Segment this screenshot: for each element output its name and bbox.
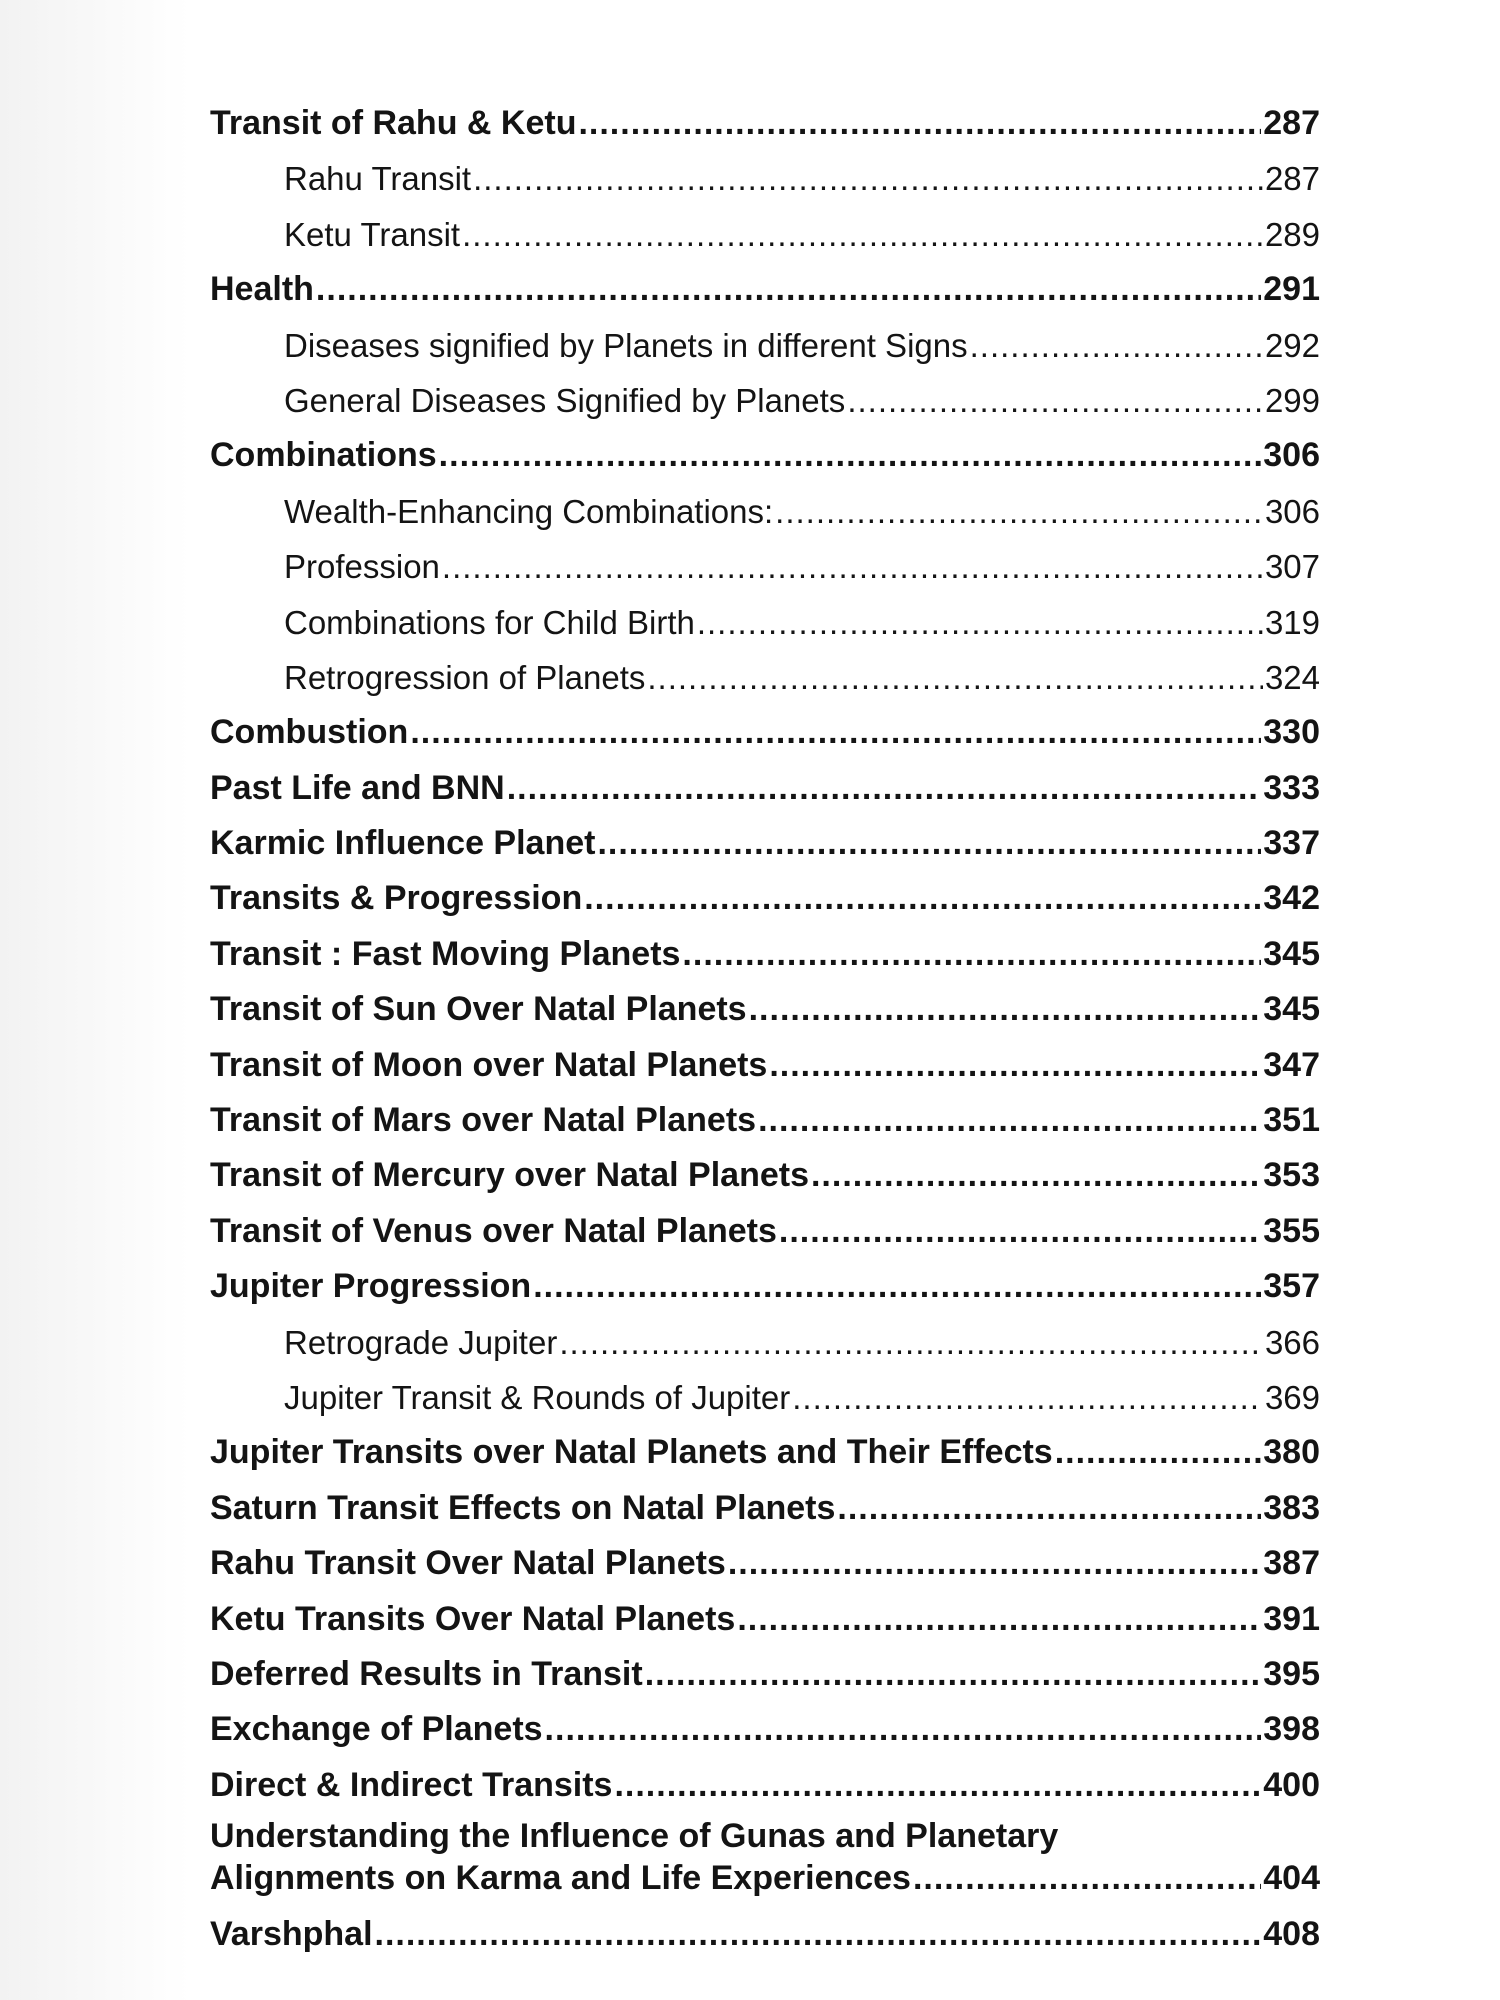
toc-entry-page: 337	[1263, 824, 1320, 863]
toc-subentry[interactable]	[210, 151, 1320, 206]
toc-entry-page: 342	[1263, 879, 1320, 918]
leader-dots	[682, 927, 1261, 982]
toc-entry-page: 380	[1263, 1433, 1320, 1472]
toc-entry-page: 404	[1263, 1859, 1320, 1898]
toc-entry-title: General Diseases Signified by Planets	[284, 381, 846, 419]
leader-dots	[847, 373, 1263, 428]
toc-entry-title: Transit of Mars over Natal Planets	[210, 1101, 757, 1140]
toc-entry[interactable]	[210, 1038, 1320, 1093]
leader-dots	[970, 318, 1263, 373]
leader-dots	[645, 1647, 1262, 1702]
leader-dots	[559, 1315, 1263, 1370]
toc-entry-title: Wealth-Enhancing Combinations:	[284, 492, 774, 530]
toc-entry-page: 400	[1263, 1765, 1320, 1804]
toc-entry[interactable]	[210, 1907, 1320, 1962]
leader-dots	[697, 595, 1263, 650]
toc-entry-page: 287	[1263, 104, 1320, 142]
toc-entry-title-line1: Understanding the Influence of Gunas and Planetary	[210, 1817, 1059, 1856]
leader-dots	[507, 761, 1262, 816]
toc-entry-title: Retrogression of Planets	[284, 658, 646, 696]
leader-dots	[533, 1259, 1261, 1314]
toc-entry-page: 324	[1264, 658, 1320, 696]
toc-entry-page: 306	[1264, 492, 1320, 530]
toc-entry-page: 408	[1263, 1915, 1320, 1954]
toc-subentry[interactable]	[210, 1315, 1320, 1370]
leader-dots	[837, 1481, 1261, 1536]
toc-entry[interactable]	[210, 871, 1320, 926]
toc-entry[interactable]	[210, 816, 1320, 871]
toc-entry[interactable]	[210, 1425, 1320, 1480]
toc-entry-page: 345	[1263, 934, 1320, 973]
toc-entry-title: Varshphal	[210, 1915, 373, 1954]
leader-dots	[913, 1857, 1261, 1899]
toc-entry-title: Exchange of Planets	[210, 1710, 543, 1749]
toc-entry-title: Profession	[284, 548, 440, 586]
toc-entry-title: Combustion	[210, 713, 409, 752]
toc-entry-page: 330	[1263, 713, 1320, 752]
toc-entry-title: Diseases signified by Planets in different Signs	[284, 326, 968, 364]
toc-entry[interactable]	[210, 1647, 1320, 1702]
toc-entry-page: 292	[1264, 326, 1320, 364]
toc-entry[interactable]	[210, 1093, 1320, 1148]
toc-entry-page: 355	[1263, 1211, 1320, 1250]
toc-entry-title: Rahu Transit Over Natal Planets	[210, 1544, 726, 1583]
toc-entry[interactable]	[210, 761, 1320, 816]
toc-entry-page: 351	[1263, 1101, 1320, 1140]
toc-entry[interactable]	[210, 96, 1320, 151]
toc-entry[interactable]	[210, 1536, 1320, 1591]
toc-entry-title: Transits & Progression	[210, 879, 583, 918]
leader-dots	[779, 1204, 1261, 1259]
toc-entry-wrapped[interactable]	[210, 1813, 1320, 1907]
leader-dots	[316, 262, 1261, 317]
toc-entry-page: 289	[1264, 215, 1320, 253]
leader-dots	[462, 207, 1263, 262]
leader-dots	[749, 982, 1262, 1037]
toc-entry-page: 383	[1263, 1488, 1320, 1527]
toc-entry-title: Combinations	[210, 436, 437, 475]
toc-entry-page: 369	[1264, 1378, 1320, 1416]
toc-entry[interactable]	[210, 1204, 1320, 1259]
toc-entry[interactable]	[210, 428, 1320, 483]
toc-entry[interactable]	[210, 1148, 1320, 1203]
toc-entry-title: Direct & Indirect Transits	[210, 1765, 613, 1804]
leader-dots	[473, 151, 1263, 206]
toc-subentry[interactable]	[210, 484, 1320, 539]
leader-dots	[737, 1592, 1261, 1647]
toc-subentry[interactable]	[210, 650, 1320, 705]
toc-entry-title: Transit of Venus over Natal Planets	[210, 1211, 777, 1250]
toc-subentry[interactable]	[210, 539, 1320, 594]
toc-entry-page: 345	[1263, 990, 1320, 1029]
toc-entry-page: 398	[1263, 1710, 1320, 1749]
toc-entry-page: 307	[1264, 548, 1320, 586]
toc-entry-page: 333	[1263, 768, 1320, 807]
toc-subentry[interactable]	[210, 1370, 1320, 1425]
toc-entry-page: 366	[1264, 1323, 1320, 1361]
leader-dots	[614, 1758, 1261, 1813]
toc-entry-page: 387	[1263, 1544, 1320, 1583]
toc-subentry[interactable]	[210, 207, 1320, 262]
toc-entry[interactable]	[210, 1481, 1320, 1536]
toc-entry-title: Transit of Mercury over Natal Planets	[210, 1156, 809, 1195]
toc-entry[interactable]	[210, 927, 1320, 982]
toc-entry-title: Transit : Fast Moving Planets	[210, 934, 681, 973]
leader-dots	[597, 816, 1261, 871]
leader-dots	[758, 1093, 1261, 1148]
leader-dots	[1055, 1425, 1262, 1480]
toc-entry-title: Karmic Influence Planet	[210, 824, 596, 863]
toc-entry[interactable]	[210, 1702, 1320, 1757]
leader-dots	[584, 871, 1261, 926]
leader-dots	[728, 1536, 1261, 1591]
leader-dots	[775, 484, 1263, 539]
toc-subentry[interactable]	[210, 318, 1320, 373]
leader-dots	[545, 1702, 1262, 1757]
leader-dots	[442, 539, 1263, 594]
toc-entry-title: Past Life and BNN	[210, 768, 505, 807]
toc-entry-page: 299	[1264, 381, 1320, 419]
toc-entry-title: Combinations for Child Birth	[284, 603, 695, 641]
toc-entry-title: Deferred Results in Transit	[210, 1654, 643, 1693]
leader-dots	[811, 1148, 1261, 1203]
table-of-contents	[210, 96, 1320, 1963]
toc-entry-title: Rahu Transit	[284, 160, 472, 198]
leader-dots	[792, 1370, 1263, 1425]
toc-entry-title: Jupiter Progression	[210, 1267, 532, 1306]
toc-entry-page: 391	[1263, 1599, 1320, 1638]
toc-entry-title: Health	[210, 270, 314, 309]
toc-entry-line2	[210, 1857, 1320, 1899]
toc-entry[interactable]	[210, 1259, 1320, 1314]
toc-entry-page: 287	[1264, 160, 1320, 198]
page-gutter-shadow	[0, 0, 190, 2000]
toc-entry[interactable]	[210, 705, 1320, 760]
toc-entry-page: 306	[1263, 436, 1320, 475]
toc-entry-page: 319	[1264, 603, 1320, 641]
toc-entry-title: Transit of Sun Over Natal Planets	[210, 990, 747, 1029]
toc-entry-title: Jupiter Transit & Rounds of Jupiter	[284, 1378, 791, 1416]
toc-entry-title: Ketu Transits Over Natal Planets	[210, 1599, 736, 1638]
toc-entry-title: Saturn Transit Effects on Natal Planets	[210, 1488, 836, 1527]
leader-dots	[439, 428, 1262, 483]
toc-entry-title-line2: Alignments on Karma and Life Experiences	[210, 1859, 911, 1898]
leader-dots	[647, 650, 1263, 705]
leader-dots	[410, 705, 1261, 760]
toc-entry-title: Transit of Rahu & Ketu	[210, 104, 577, 142]
toc-entry-title: Ketu Transit	[284, 215, 461, 253]
toc-entry-title: Retrograde Jupiter	[284, 1323, 558, 1361]
toc-entry-title: Transit of Moon over Natal Planets	[210, 1045, 768, 1084]
toc-subentry[interactable]	[210, 373, 1320, 428]
toc-entry[interactable]	[210, 1592, 1320, 1647]
toc-entry-page: 291	[1263, 270, 1320, 309]
toc-entry-page: 353	[1263, 1156, 1320, 1195]
toc-entry[interactable]	[210, 262, 1320, 317]
toc-subentry[interactable]	[210, 595, 1320, 650]
leader-dots	[375, 1907, 1262, 1962]
toc-entry-page: 347	[1263, 1045, 1320, 1084]
leader-dots	[578, 96, 1261, 151]
leader-dots	[769, 1038, 1261, 1093]
toc-entry[interactable]	[210, 982, 1320, 1037]
toc-entry-page: 395	[1263, 1654, 1320, 1693]
toc-entry-page: 357	[1263, 1267, 1320, 1306]
toc-entry-title: Jupiter Transits over Natal Planets and Their Effects	[210, 1433, 1053, 1472]
toc-entry[interactable]	[210, 1758, 1320, 1813]
